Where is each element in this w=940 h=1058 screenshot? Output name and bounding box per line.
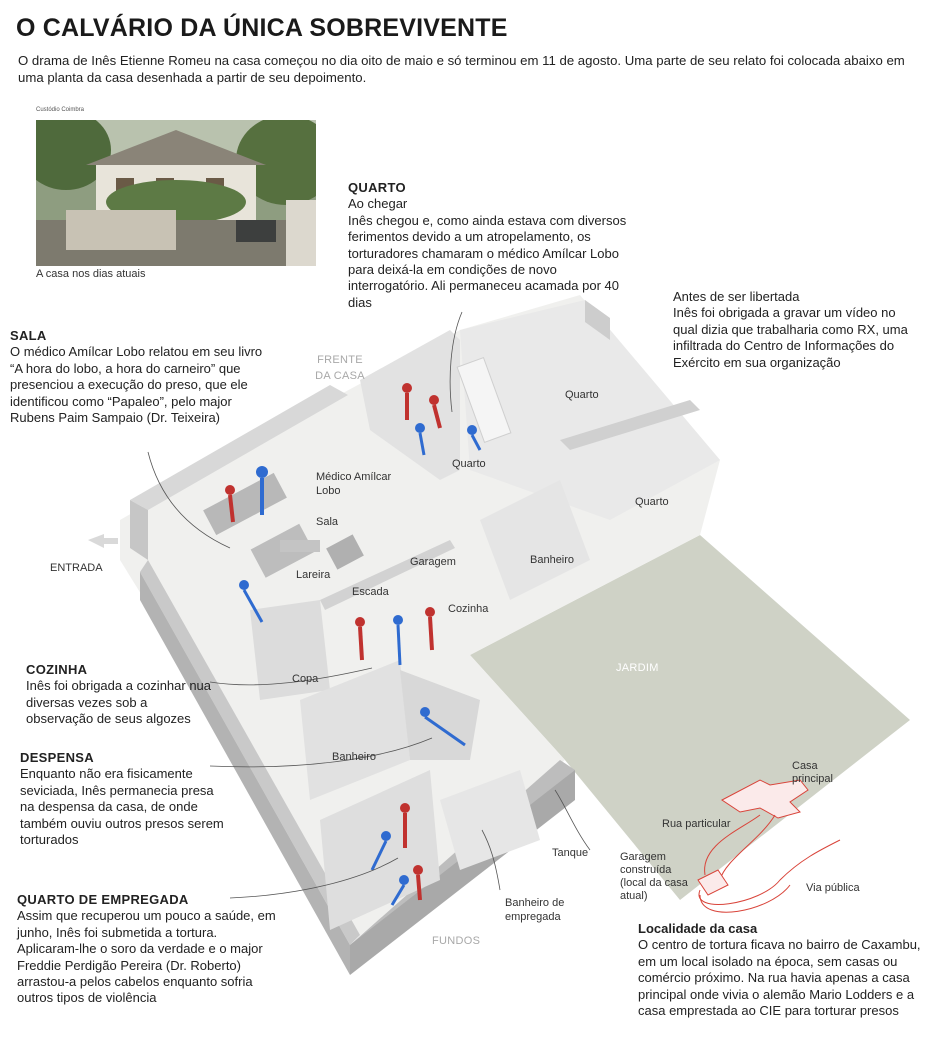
wall-copa (250, 600, 330, 700)
callout-empregada-text: Assim que recuperou um pouco a saúde, em junho, Inês foi submetida a tortura. Aplicaram-lhe o soro da verdade e o major Freddie Perdigão Pereira (Dr. Roberto) arrastou-a pelos cabelos enquanto sofria outros tipos de violência (17, 908, 276, 1006)
label-quarto-1: Quarto (452, 458, 486, 470)
callout-cozinha-text: Inês foi obrigada a cozinhar nua diversas vezes sob a observação de seus algozes (26, 678, 212, 727)
callout-localidade (638, 921, 928, 1019)
callout-libertada-heading: Antes de ser libertada (673, 289, 800, 304)
callout-despensa-heading: DESPENSA (20, 750, 94, 765)
callout-despensa-text: Enquanto não era fisicamente seviciada, Inês permanecia presa na despensa da casa, de onde também ouviu outros presos serem torturados (20, 766, 224, 848)
callout-quarto-text: Inês chegou e, como ainda estava com diversos ferimentos devido a um atropelamento, os torturadores chamaram o médico Amílcar Lobo para deixá-la em condições de novo interrogatório. Ali permaneceu acamada por 40 dias (348, 212, 627, 310)
label-fundos: FUNDOS (432, 935, 481, 947)
label-entrada: ENTRADA (50, 562, 103, 574)
label-jardim: JARDIM (616, 662, 659, 674)
callout-quarto-heading: QUARTO (348, 180, 406, 195)
label-frente: FRENTE DA CASA (315, 354, 365, 382)
label-lareira: Lareira (296, 569, 331, 581)
label-garagem: Garagem (410, 556, 456, 568)
label-cozinha: Cozinha (448, 603, 489, 615)
callout-sala-text: O médico Amílcar Lobo relatou em seu livro “A hora do lobo, a hora do carneiro” que presenciou a execução do preso, que ele identificou como “Papaleo”, pelo major Rubens Paim Sampaio (Dr. Teixeira) (10, 344, 263, 426)
label-quarto-2: Quarto (565, 389, 599, 401)
callout-localidade-heading: Localidade da casa (638, 921, 758, 936)
entrance-arrow (88, 534, 118, 548)
callout-localidade-text: O centro de tortura ficava no bairro de Caxambu, em um local isolado na época, sem casas ou comércio próximo. Na rua havia apenas a casa principal onde vivia o alemão Mario Lodders e a casa emprestada ao CIE para torturar presos (638, 937, 921, 1019)
callout-sala-heading: SALA (10, 328, 47, 343)
map-label-rua-particular: Rua particular (662, 818, 731, 830)
callout-empregada-heading: QUARTO DE EMPREGADA (17, 892, 189, 907)
page-title: O CALVÁRIO DA ÚNICA SOBREVIVENTE (16, 14, 508, 42)
label-banheiro-2: Banheiro (530, 554, 575, 566)
callout-libertada (673, 289, 918, 371)
map-label-garagem: Garagem construída (local da casa atual) (620, 851, 688, 902)
stair (280, 540, 320, 552)
label-copa: Copa (292, 673, 319, 685)
photo-credit: Custódio Coimbra (36, 107, 85, 113)
callout-empregada (17, 892, 279, 1007)
intro-text: O drama de Inês Etienne Romeu na casa começou no dia oito de maio e só terminou em 11 de agosto. Uma parte de seu relato foi colocada abaixo em uma planta da casa desenhada a partir de seu depoimento. (18, 53, 905, 85)
callout-quarto (348, 180, 630, 311)
map-label-via-publica: Via pública (806, 882, 860, 894)
callout-quarto-subheading: Ao chegar (348, 196, 408, 212)
map-label-casa-principal: Casa principal (792, 760, 833, 785)
label-tanque: Tanque (552, 847, 589, 859)
label-sala: Sala (316, 516, 339, 528)
label-banheiro-empregada: Banheiro de empregada (505, 897, 565, 923)
label-banheiro-1: Banheiro (332, 751, 377, 763)
label-escada: Escada (352, 586, 389, 598)
callout-despensa (20, 750, 226, 848)
callout-cozinha (26, 662, 216, 728)
callout-sala (10, 328, 268, 426)
callout-libertada-text: Inês foi obrigada a gravar um vídeo no qual dizia que trabalharia como RX, uma infiltrada do Centro de Informações do Exército em sua organização (673, 305, 908, 370)
label-quarto-3: Quarto (635, 496, 669, 508)
photo-caption: A casa nos dias atuais (36, 268, 146, 280)
label-medico: Médico Amílcar Lobo (316, 471, 392, 497)
callout-cozinha-heading: COZINHA (26, 662, 88, 677)
